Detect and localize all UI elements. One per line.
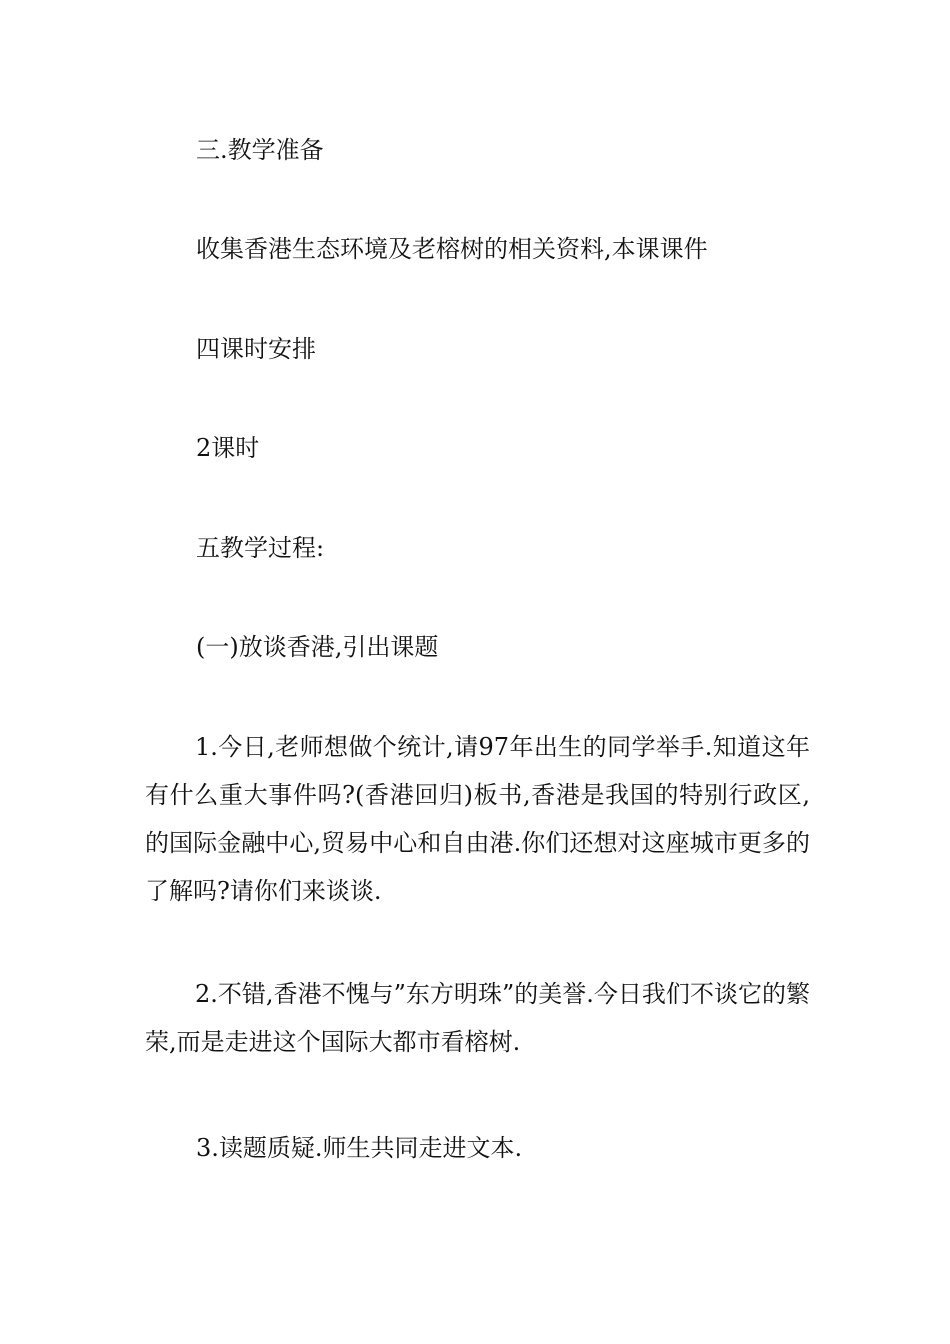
schedule-text: 2课时 (196, 434, 260, 462)
body-paragraph-1: 1.今日,老师想做个统计,请97年出生的同学举手.知道这年有什么重大事件吗?(香港回归)板书,香港是我国的特别行政区,的国际金融中心,贸易中心和自由港.你们还想对这座城市更多的了解吗?请你们来谈谈. (145, 733, 810, 905)
preparation-text: 收集香港生态环境及老榕树的相关资料,本课课件 (196, 235, 708, 263)
body-paragraph-3: 3.读题质疑.师生共同走进文本. (196, 1134, 523, 1162)
body-paragraph-2: 2.不错,香港不愧与”东方明珠”的美誉.今日我们不谈它的繁荣,而是走进这个国际大都市看榕树. (145, 980, 810, 1056)
section-heading-process: 五教学过程: (196, 534, 325, 562)
section-heading-preparation: 三.教学准备 (196, 136, 324, 164)
subsection-heading-intro: (一)放谈香港,引出课题 (196, 633, 439, 661)
section-heading-schedule: 四课时安排 (196, 335, 316, 363)
